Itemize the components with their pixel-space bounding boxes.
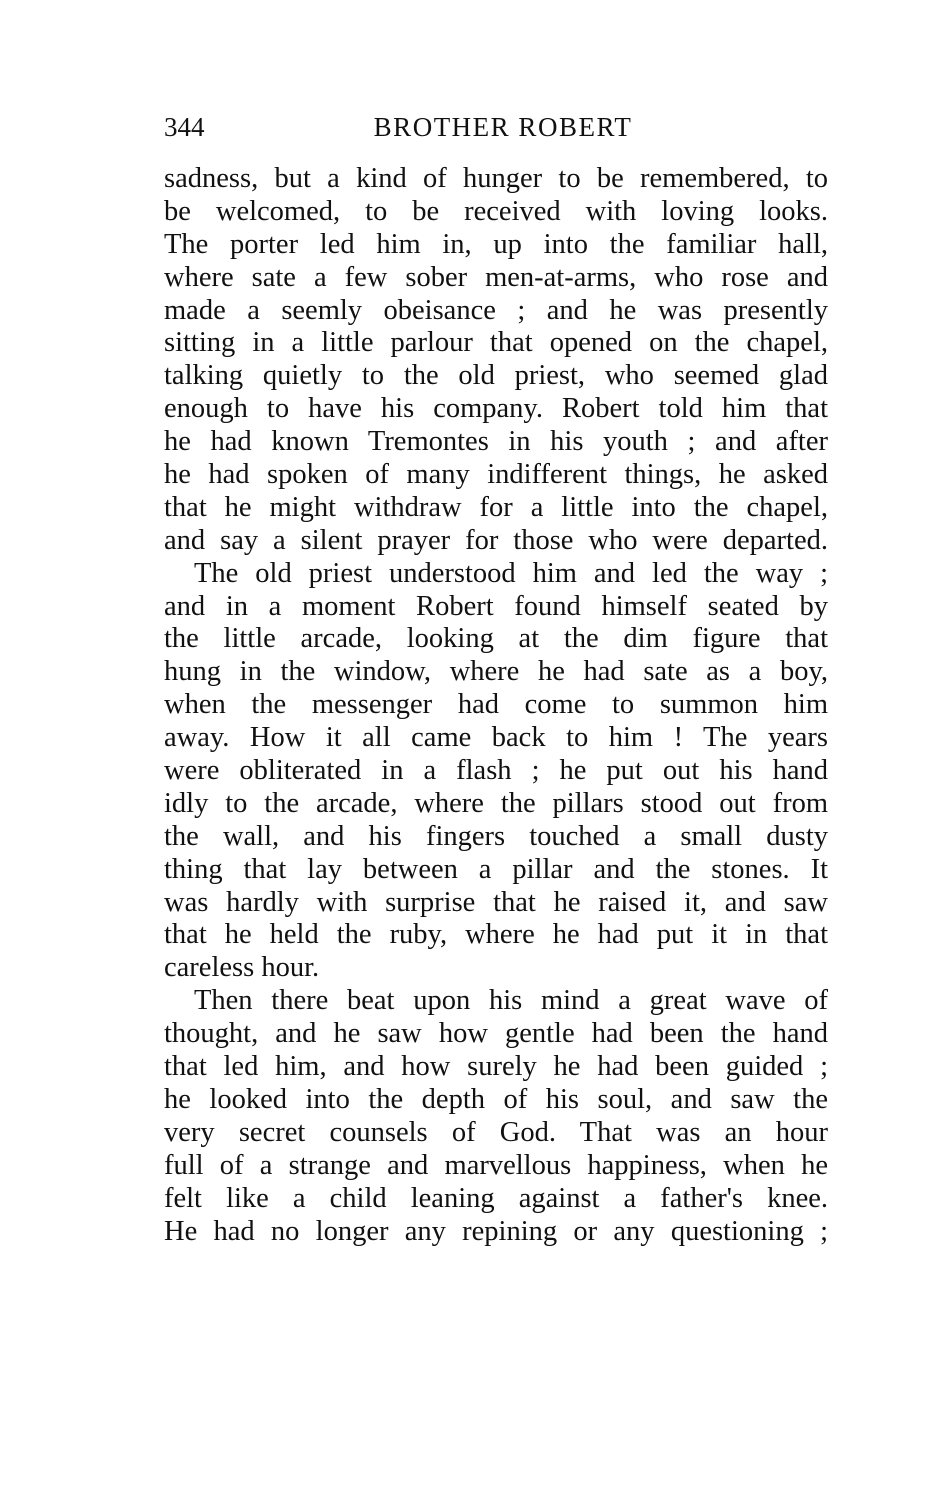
page-number: 344	[164, 112, 205, 142]
text-line: He had no longer any repining or any questioning ;	[164, 1215, 828, 1247]
text-line: away. How it all came back to him ! The years	[164, 722, 828, 754]
text-line: hung in the window, where he had sate as a boy,	[164, 656, 828, 688]
text-line: was hardly with surprise that he raised it, and saw	[164, 886, 828, 918]
text-line: careless hour.	[164, 952, 320, 984]
paragraph-2	[164, 558, 828, 986]
text-line: and say a silent prayer for those who were departed.	[164, 524, 828, 556]
text-line: Then there beat upon his mind a great wave of	[194, 985, 828, 1017]
text-line: sadness, but a kind of hunger to be remembered, to	[164, 163, 828, 194]
text-line: talking quietly to the old priest, who seemed glad	[164, 360, 828, 392]
text-line: he had known Tremontes in his youth ; and after	[164, 426, 828, 458]
text-line: he had spoken of many indifferent things, he asked	[164, 459, 828, 491]
text-line: where sate a few sober men-at-arms, who rose and	[164, 261, 828, 293]
text-line: were obliterated in a flash ; he put out his hand	[164, 755, 828, 787]
paragraph-1	[164, 163, 828, 558]
body-text	[164, 163, 828, 1248]
text-line: he looked into the depth of his soul, and saw the	[164, 1083, 828, 1115]
text-line: the wall, and his fingers touched a small dusty	[164, 820, 828, 852]
text-line: very secret counsels of God. That was an hour	[164, 1116, 828, 1148]
text-line: The porter led him in, up into the familiar hall,	[164, 228, 828, 260]
text-line: when the messenger had come to summon him	[164, 689, 828, 721]
text-line: that he might withdraw for a little into the chapel,	[164, 491, 828, 523]
running-title: BROTHER ROBERT	[373, 112, 633, 142]
text-line: felt like a child leaning against a father's knee.	[164, 1182, 828, 1214]
page-header	[164, 110, 828, 146]
text-line: be welcomed, to be received with loving looks.	[164, 195, 828, 227]
text-line: thought, and he saw how gentle had been the hand	[164, 1018, 828, 1050]
paragraph-3	[164, 985, 828, 1248]
text-line: that led him, and how surely he had been guided ;	[164, 1051, 828, 1083]
text-line: that he held the ruby, where he had put it in that	[164, 919, 828, 951]
text-line: idly to the arcade, where the pillars stood out from	[164, 787, 828, 819]
text-line: and in a moment Robert found himself seated by	[164, 590, 828, 622]
text-line: The old priest understood him and led the way ;	[194, 557, 828, 589]
text-line: sitting in a little parlour that opened on the chapel,	[164, 327, 828, 359]
text-line: thing that lay between a pillar and the stones. It	[164, 853, 828, 885]
text-line: made a seemly obeisance ; and he was presently	[164, 294, 828, 326]
text-line: enough to have his company. Robert told him that	[164, 393, 828, 425]
text-line: full of a strange and marvellous happiness, when he	[164, 1149, 828, 1181]
text-line: the little arcade, looking at the dim figure that	[164, 623, 828, 655]
